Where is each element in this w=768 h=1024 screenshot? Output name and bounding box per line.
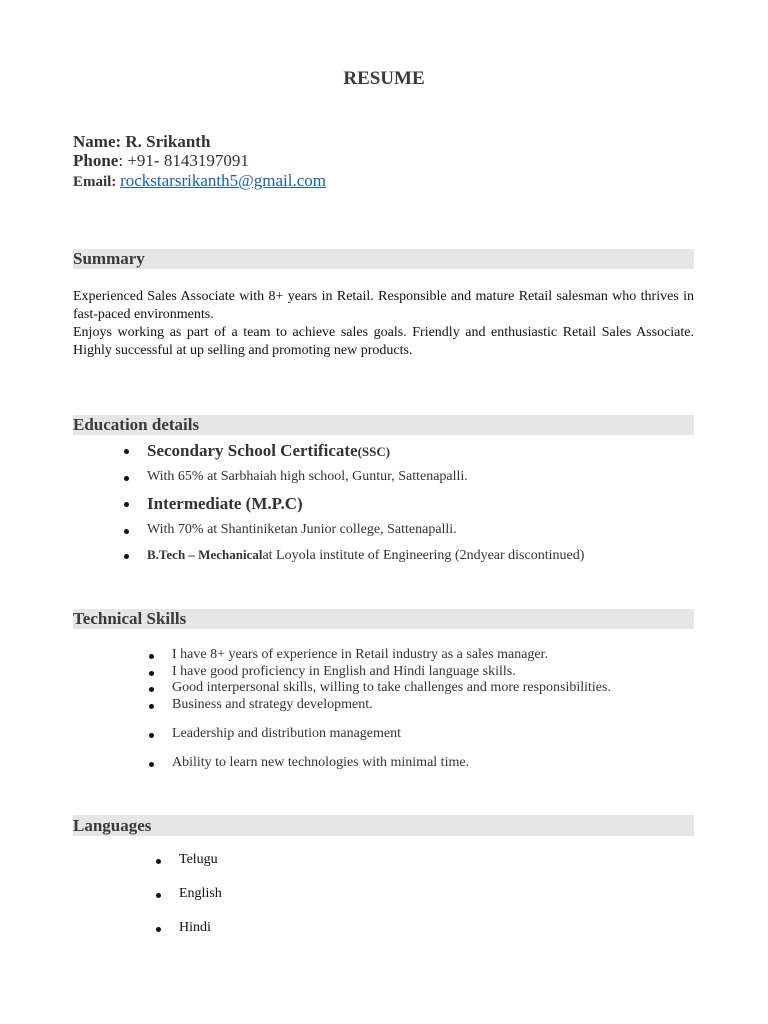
bullet-icon bbox=[149, 704, 154, 709]
btech-title: B.Tech – Mechanical bbox=[147, 547, 263, 562]
edu-item-inter-detail bbox=[147, 522, 457, 538]
language-item: English bbox=[179, 886, 222, 901]
education-section-bar bbox=[73, 415, 694, 435]
bullet-icon bbox=[149, 733, 154, 738]
ssc-detail: With 65% at Sarbhaiah high school, Guntur, Sattenapalli. bbox=[147, 469, 468, 484]
btech-sup: nd bbox=[466, 548, 481, 563]
bullet-icon bbox=[149, 654, 154, 659]
bullet-icon bbox=[124, 502, 129, 507]
bullet-icon bbox=[124, 449, 129, 454]
contact-phone bbox=[73, 151, 249, 171]
edu-item-inter bbox=[147, 494, 303, 514]
languages-section-bar bbox=[73, 815, 694, 836]
skill-item: I have 8+ years of experience in Retail industry as a sales manager. bbox=[172, 647, 549, 662]
bullet-icon bbox=[124, 529, 129, 534]
skill-item: Leadership and distribution management bbox=[172, 726, 401, 741]
bullet-icon bbox=[124, 476, 129, 481]
bullet-icon bbox=[149, 687, 154, 692]
phone-label: Phone bbox=[73, 151, 119, 170]
skill-item: Ability to learn new technologies with minimal time. bbox=[172, 755, 470, 770]
skill-item: Business and strategy development. bbox=[172, 697, 373, 712]
email-link[interactable]: rockstarsrikanth5@gmail.com bbox=[120, 171, 327, 190]
bullet-icon bbox=[149, 762, 154, 767]
languages-heading: Languages bbox=[73, 816, 152, 835]
bullet-icon bbox=[149, 671, 154, 676]
btech-detail-post: year discontinued) bbox=[480, 548, 585, 563]
edu-item-btech bbox=[147, 547, 584, 564]
summary-section-bar bbox=[73, 249, 694, 269]
btech-detail-pre: at Loyola institute of Engineering (2 bbox=[262, 548, 467, 563]
summary-text bbox=[73, 288, 694, 360]
skills-heading: Technical Skills bbox=[73, 609, 187, 628]
language-item: Telugu bbox=[179, 852, 218, 867]
summary-paragraph-1: Experienced Sales Associate with 8+ years in Retail. Responsible and mature Retail salesman who thrives in fast-paced environments. bbox=[73, 289, 694, 322]
contact-name: Name: R. Srikanth bbox=[73, 132, 211, 151]
bullet-icon bbox=[156, 893, 161, 898]
summary-paragraph-2: Enjoys working as part of a team to achieve sales goals. Friendly and enthusiastic Retail Sales Associate. Highly successful at up selling and promoting new products. bbox=[73, 325, 694, 358]
bullet-icon bbox=[156, 859, 161, 864]
page-title: RESUME bbox=[343, 68, 425, 89]
edu-item-ssc bbox=[147, 441, 390, 461]
summary-heading: Summary bbox=[73, 249, 145, 268]
contact-email bbox=[73, 171, 326, 191]
inter-detail: With 70% at Shantiniketan Junior college, Sattenapalli. bbox=[147, 522, 457, 537]
skill-item: I have good proficiency in English and Hindi language skills. bbox=[172, 664, 516, 679]
skill-item: Good interpersonal skills, willing to take challenges and more responsibilities. bbox=[172, 680, 611, 695]
email-label: Email: bbox=[73, 174, 117, 190]
ssc-title: Secondary School Certificate bbox=[147, 441, 358, 460]
edu-item-ssc-detail bbox=[147, 469, 468, 485]
bullet-icon bbox=[156, 927, 161, 932]
language-item: Hindi bbox=[179, 920, 211, 935]
bullet-icon bbox=[124, 554, 129, 559]
phone-value: : +91- 8143197091 bbox=[118, 151, 249, 170]
ssc-abbr: (SSC) bbox=[357, 444, 391, 459]
inter-title: Intermediate (M.P.C) bbox=[147, 494, 303, 513]
education-heading: Education details bbox=[73, 415, 200, 434]
skills-section-bar bbox=[73, 609, 694, 629]
